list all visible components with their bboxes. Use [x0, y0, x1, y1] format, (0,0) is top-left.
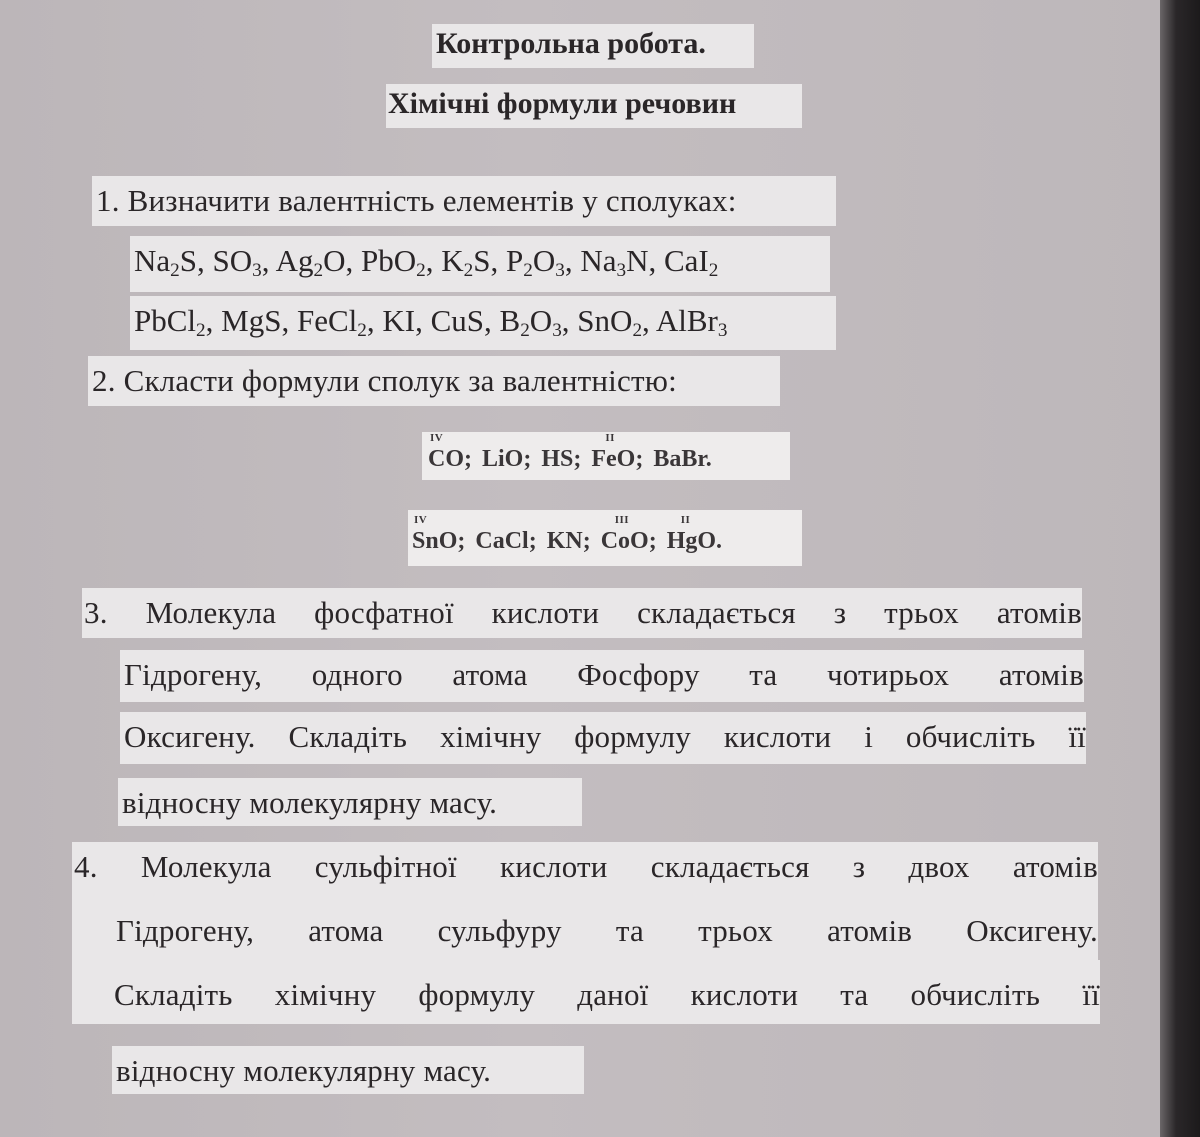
valence-formula — [428, 432, 472, 473]
formula-symbol: SO — [212, 243, 253, 278]
formula-subscript: 2 — [357, 319, 367, 341]
formula-subscript: 2 — [463, 259, 474, 281]
formula — [431, 303, 484, 338]
formula — [221, 303, 281, 338]
formula-symbol: CaI — [663, 243, 709, 278]
valence-formula-text: CaCl; — [475, 528, 537, 554]
word: обчисліть — [905, 719, 1036, 754]
formula — [441, 243, 491, 281]
valence-formula — [412, 514, 466, 555]
word: з — [833, 595, 847, 630]
word: складається — [650, 849, 810, 884]
valence-formula-text: FeO; — [591, 446, 644, 472]
word: даної — [577, 977, 649, 1012]
word: Оксигену. — [966, 913, 1098, 948]
formula-symbol: PbO — [360, 243, 417, 278]
task3-line-4 — [118, 778, 582, 826]
word: Гідрогену, — [124, 657, 263, 692]
word: формулу — [574, 719, 691, 754]
task4-line-1 — [72, 842, 1098, 892]
formula-symbol: Ag — [275, 243, 314, 278]
formula — [296, 303, 367, 341]
formula-symbol: O — [529, 303, 553, 338]
word: сульфуру — [437, 913, 562, 948]
paper-edge-shadow — [1160, 0, 1200, 1137]
formula-symbol: SnO — [577, 303, 633, 338]
valence-formula-text: CoO; — [600, 528, 657, 554]
word: атома — [308, 913, 384, 948]
task2-formula-row-2 — [408, 510, 802, 566]
formula-subscript: 3 — [555, 259, 565, 281]
word: її — [1068, 719, 1086, 754]
word: та — [615, 913, 644, 948]
formula-symbol: N — [626, 243, 649, 278]
word: і — [864, 719, 874, 754]
valence-mark: II — [605, 432, 615, 444]
task1-heading — [92, 176, 836, 226]
document-title-text: Контрольна робота. — [436, 27, 706, 60]
task2-heading-text: 2. Скласти формули сполук за валентністю: — [92, 363, 677, 398]
word: чотирьох — [826, 657, 950, 692]
word: атомів — [827, 913, 913, 948]
valence-formula — [547, 528, 591, 555]
word: з — [852, 849, 866, 884]
document-subtitle — [386, 84, 802, 128]
formula-symbol: AlBr — [655, 303, 718, 338]
task3-line-1 — [82, 588, 1082, 638]
word: обчисліть — [910, 977, 1041, 1012]
formula-symbol: Na — [580, 243, 617, 278]
formula-symbol: O — [323, 243, 346, 278]
word: атомів — [998, 657, 1084, 692]
formula — [663, 243, 719, 281]
word: атомів — [996, 595, 1082, 630]
formula — [499, 303, 562, 341]
task3-line-2 — [120, 650, 1084, 702]
word: кислоти — [500, 849, 608, 884]
word: одного — [311, 657, 403, 692]
task2-formula-row-1 — [422, 432, 790, 480]
word: та — [749, 657, 778, 692]
formula-symbol: P — [505, 243, 524, 278]
formula — [382, 303, 415, 338]
word: атома — [452, 657, 528, 692]
word: хімічну — [274, 977, 377, 1012]
formula — [212, 243, 262, 281]
formula-subscript: 2 — [632, 319, 643, 341]
task4-line-3 — [72, 960, 1100, 1024]
valence-formula-text: HS; — [541, 446, 582, 472]
valence-formula — [600, 514, 657, 555]
word: 4. — [74, 849, 98, 884]
formula — [134, 243, 198, 281]
formula-symbol: PbCl — [134, 303, 197, 338]
task1-formula-line-2: PbCl$_2$, MgS, FeCl$_2$, KI, CuS, $B_2O_3$, SnO$_2$, AlBr$_3$ — [130, 296, 836, 350]
word: фосфатної — [314, 595, 454, 630]
valence-mark: II — [680, 514, 691, 526]
word: атомів — [1012, 849, 1098, 884]
formula-symbol: CuS — [430, 303, 484, 338]
word: двох — [908, 849, 970, 884]
formula-subscript: 2 — [520, 319, 530, 341]
formula — [275, 243, 346, 281]
formula-symbol: MgS — [221, 303, 282, 338]
word: Оксигену. — [124, 719, 256, 754]
formula-subscript: 3 — [717, 319, 728, 341]
word: складається — [637, 595, 796, 630]
valence-formula — [666, 514, 723, 555]
formula-subscript: 3 — [252, 259, 262, 281]
valence-formula-text: HgO. — [666, 528, 723, 554]
word: трьох — [698, 913, 773, 948]
valence-formula-text: KN; — [546, 528, 591, 554]
word: Фосфору — [577, 657, 700, 692]
formula-subscript: 2 — [196, 319, 206, 341]
word: сульфітної — [314, 849, 457, 884]
formula-symbol: KI — [382, 303, 416, 338]
task4-line-4-text: відносну молекулярну масу. — [116, 1053, 492, 1088]
formula-symbol: Na — [134, 243, 171, 278]
word: Молекула — [140, 849, 272, 884]
word: Гідрогену, — [116, 913, 255, 948]
word: та — [840, 977, 869, 1012]
formula-subscript: 2 — [313, 259, 324, 281]
task1-heading-text: 1. Визначити валентність елементів у сполуках: — [96, 183, 737, 218]
valence-formula — [475, 528, 536, 555]
word: формулу — [418, 977, 536, 1012]
valence-formula — [482, 446, 531, 473]
valence-formula — [591, 432, 644, 473]
word: Складіть — [288, 719, 408, 754]
task2-heading — [88, 356, 780, 406]
formula — [655, 303, 728, 341]
valence-formula — [541, 446, 581, 473]
valence-mark: IV — [430, 432, 444, 444]
task3-line-4-text: відносну молекулярну масу. — [122, 785, 498, 820]
task4-line-4 — [112, 1046, 584, 1094]
formula-symbol: S — [179, 243, 198, 278]
word: кислоти — [491, 595, 600, 630]
formula-symbol: FeCl — [296, 303, 358, 338]
formula-symbol: K — [441, 243, 464, 278]
formula-symbol: S — [473, 243, 491, 278]
formula — [505, 243, 565, 281]
word: Складіть — [114, 977, 233, 1012]
formula-subscript: 2 — [523, 259, 533, 281]
valence-mark: IV — [414, 514, 428, 526]
word: її — [1082, 977, 1100, 1012]
formula — [580, 243, 649, 281]
formula — [360, 243, 426, 281]
formula — [134, 303, 206, 341]
word: Молекула — [145, 595, 277, 630]
word: кислоти — [690, 977, 799, 1012]
formula-symbol: B — [499, 303, 521, 338]
formula — [577, 303, 643, 341]
valence-formula-text: BaBr. — [653, 446, 712, 472]
word: трьох — [884, 595, 959, 630]
word: кислоти — [723, 719, 832, 754]
formula-subscript: 3 — [616, 259, 627, 281]
formula-symbol: O — [532, 243, 556, 278]
valence-formula-text: LiO; — [482, 446, 532, 472]
formula-subscript: 3 — [552, 319, 562, 341]
valence-mark: III — [614, 514, 630, 526]
task3-line-3 — [120, 712, 1086, 764]
formula-subscript: 2 — [170, 259, 180, 281]
task1-formula-line-1: $Na_2S$, $SO_3$, $Ag_2O$, PbO$_2$, $K_2S$, $P_2O_3$, $Na_3N$, CaI$_2$ — [130, 236, 830, 292]
valence-formula — [653, 446, 711, 473]
document-title — [432, 24, 754, 68]
formula-subscript: 2 — [416, 259, 426, 281]
word: 3. — [84, 595, 108, 630]
document-subtitle-text: Хімічні формули речовин — [388, 87, 737, 120]
word: хімічну — [439, 719, 542, 754]
valence-formula-text: SnO; — [412, 528, 466, 554]
task4-line-2 — [72, 892, 1098, 960]
formula-subscript: 2 — [708, 259, 719, 281]
valence-formula-text: CO; — [428, 446, 472, 472]
